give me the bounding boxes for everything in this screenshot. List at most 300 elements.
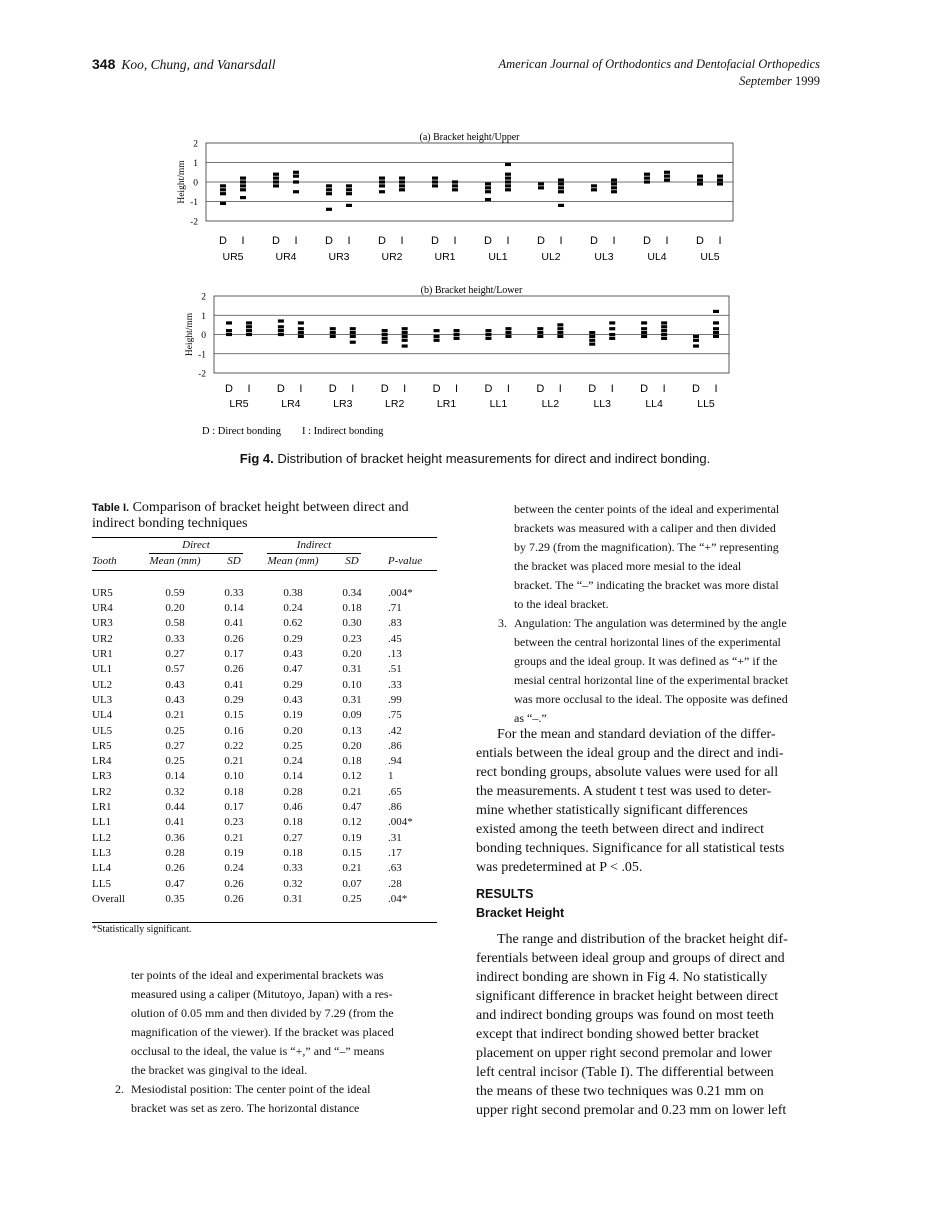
text-line: placement on upper right second premolar and lower bbox=[476, 1046, 772, 1061]
y-tick-label: -2 bbox=[198, 369, 206, 380]
legend-direct: D : Direct bonding bbox=[202, 426, 282, 437]
text-line: except that indirect bonding showed better bracket bbox=[476, 1027, 760, 1042]
text-line: mine whether statistically significant differences bbox=[476, 803, 748, 818]
data-mark-i bbox=[246, 321, 252, 324]
table-cell: UL2 bbox=[92, 678, 113, 691]
data-mark-i bbox=[399, 180, 405, 183]
data-mark-i bbox=[611, 178, 617, 181]
data-mark-d bbox=[273, 177, 279, 180]
left-column-text bbox=[131, 966, 434, 1080]
data-mark-i bbox=[240, 177, 246, 180]
table-cell: .86 bbox=[388, 739, 402, 752]
table-cell: 0.09 bbox=[342, 709, 362, 722]
page-number: 348 bbox=[92, 56, 116, 72]
table-cell: 0.26 bbox=[224, 877, 244, 890]
table-cell: 0.14 bbox=[165, 770, 185, 783]
table-cell: .13 bbox=[388, 648, 402, 661]
data-mark-d bbox=[537, 331, 543, 334]
table-cell: 0.29 bbox=[283, 678, 303, 691]
table-cell: LL3 bbox=[92, 846, 111, 859]
data-mark-d bbox=[226, 329, 232, 332]
data-mark-d bbox=[538, 182, 544, 185]
data-mark-d bbox=[226, 321, 232, 324]
data-mark-i bbox=[350, 331, 356, 334]
data-mark-d bbox=[273, 180, 279, 183]
table-cell: 0.14 bbox=[283, 770, 303, 783]
table-cell: 0.19 bbox=[342, 831, 362, 844]
table-cell: .65 bbox=[388, 785, 402, 798]
pair-label-d: D bbox=[272, 235, 280, 247]
table-cell: LR3 bbox=[92, 770, 112, 783]
data-mark-d bbox=[697, 178, 703, 181]
tooth-label: LR5 bbox=[229, 398, 249, 410]
data-mark-d bbox=[538, 186, 544, 189]
table-cell: 0.21 bbox=[165, 709, 185, 722]
data-mark-d bbox=[485, 198, 491, 201]
data-mark-i bbox=[713, 335, 719, 338]
pair-label-i: I bbox=[506, 383, 510, 395]
text-line: ter points of the ideal and experimental brackets was bbox=[131, 968, 384, 982]
data-mark-i bbox=[713, 310, 719, 313]
data-mark-i bbox=[346, 192, 352, 195]
y-tick-label: 2 bbox=[201, 292, 206, 303]
pair-label-i: I bbox=[558, 383, 562, 395]
column-header: P-value bbox=[373, 554, 437, 570]
data-mark-i bbox=[609, 321, 615, 324]
table-cell: .28 bbox=[388, 877, 402, 890]
table-cell: .004* bbox=[388, 816, 413, 829]
table-cell: LL1 bbox=[92, 816, 111, 829]
table-cell: .42 bbox=[388, 724, 402, 737]
text-line: between the central horizontal lines of the experimental bbox=[514, 635, 781, 649]
table-cell: 0.19 bbox=[224, 846, 244, 859]
data-mark-i bbox=[557, 327, 563, 330]
tooth-label: LL2 bbox=[541, 398, 560, 410]
table-cell: 0.18 bbox=[342, 602, 362, 615]
pair-label-d: D bbox=[325, 235, 333, 247]
pair-label-d: D bbox=[590, 235, 598, 247]
tooth-label: LR3 bbox=[333, 398, 353, 410]
data-mark-i bbox=[661, 337, 667, 340]
data-mark-i bbox=[240, 180, 246, 183]
table-cell: .33 bbox=[388, 678, 402, 691]
data-mark-d bbox=[278, 319, 284, 322]
text-line: magnification of the viewer). If the bracket was placed bbox=[131, 1025, 394, 1039]
table-bottom-rule bbox=[92, 907, 437, 923]
data-mark-i bbox=[298, 331, 304, 334]
text-line: the means of these two techniques was 0.21 mm on bbox=[476, 1084, 764, 1099]
data-mark-d bbox=[379, 190, 385, 193]
text-line: groups and the ideal group. It was defined as “+” if the bbox=[514, 654, 778, 668]
text-line: Angulation: The angulation was determined by the angle bbox=[514, 616, 787, 630]
data-mark-i bbox=[240, 184, 246, 187]
data-mark-i bbox=[661, 321, 667, 324]
data-mark-d bbox=[485, 329, 491, 332]
pair-label-d: D bbox=[378, 235, 386, 247]
tooth-label: UR3 bbox=[328, 251, 350, 263]
data-mark-i bbox=[399, 188, 405, 191]
issue-year: 1999 bbox=[795, 74, 820, 88]
table-cell: 0.35 bbox=[165, 892, 185, 905]
data-mark-d bbox=[644, 177, 650, 180]
data-mark-d bbox=[641, 321, 647, 324]
data-mark-d bbox=[379, 184, 385, 187]
data-mark-i bbox=[452, 180, 458, 183]
tooth-label: LL5 bbox=[697, 398, 715, 410]
text-line: was more occlusal to the ideal. The opposite was defined bbox=[514, 692, 788, 706]
tooth-label: UL4 bbox=[647, 251, 667, 263]
y-tick-label: -1 bbox=[190, 198, 198, 208]
data-mark-d bbox=[432, 184, 438, 187]
pair-label-d: D bbox=[225, 383, 233, 395]
data-mark-d bbox=[326, 188, 332, 191]
text-line: existed among the teeth between direct and indirect bbox=[476, 822, 765, 837]
tooth-label: LL4 bbox=[645, 398, 663, 410]
text-line: bracket was set as zero. The horizontal distance bbox=[131, 1101, 360, 1115]
table-row bbox=[92, 877, 437, 892]
tooth-label: UR1 bbox=[434, 251, 456, 263]
table-footnote: *Statistically significant. bbox=[92, 924, 192, 935]
data-mark-d bbox=[434, 339, 440, 342]
table-cell: UR1 bbox=[92, 648, 113, 661]
list-item-number: 3. bbox=[498, 616, 507, 630]
table-cell: 0.10 bbox=[342, 678, 362, 691]
data-mark-i bbox=[609, 327, 615, 330]
table-cell: 0.28 bbox=[283, 785, 303, 798]
table-cell: 0.31 bbox=[283, 892, 303, 905]
table-cell: 0.32 bbox=[283, 877, 303, 890]
data-mark-d bbox=[432, 177, 438, 180]
data-mark-i bbox=[558, 182, 564, 185]
text-line: the measurements. A student t test was used to deter- bbox=[476, 784, 772, 799]
column-header: SD bbox=[213, 554, 255, 570]
data-mark-i bbox=[452, 184, 458, 187]
table-cell: 0.41 bbox=[224, 678, 244, 691]
table-cell: .04* bbox=[388, 892, 408, 905]
data-mark-i bbox=[557, 335, 563, 338]
data-mark-i bbox=[558, 186, 564, 189]
data-mark-d bbox=[330, 335, 336, 338]
table-cell: 0.43 bbox=[283, 693, 303, 706]
table-cell: 0.34 bbox=[342, 586, 362, 599]
data-mark-i bbox=[350, 327, 356, 330]
data-mark-i bbox=[713, 327, 719, 330]
data-mark-d bbox=[485, 337, 491, 340]
data-mark-i bbox=[611, 182, 617, 185]
list-item-3 bbox=[514, 614, 817, 728]
data-mark-i bbox=[717, 182, 723, 185]
table-cell: LR4 bbox=[92, 755, 112, 768]
table-cell: 0.12 bbox=[342, 770, 362, 783]
data-mark-i bbox=[717, 178, 723, 181]
column-header: Tooth bbox=[92, 554, 137, 570]
data-mark-d bbox=[382, 341, 388, 344]
data-mark-d bbox=[220, 192, 226, 195]
table-cell: 0.33 bbox=[283, 862, 303, 875]
text-line: entials between the ideal group and the direct and indi- bbox=[476, 746, 784, 761]
table-row bbox=[92, 769, 437, 784]
text-line: and indirect bonding groups was found on most teeth bbox=[476, 1008, 774, 1023]
table-cell: 0.26 bbox=[224, 663, 244, 676]
data-mark-i bbox=[240, 196, 246, 199]
data-mark-i bbox=[609, 337, 615, 340]
data-mark-i bbox=[505, 331, 511, 334]
table-cell: 0.36 bbox=[165, 831, 185, 844]
journal-name: American Journal of Orthodontics and Dentofacial Orthopedics bbox=[498, 57, 820, 71]
data-mark-d bbox=[432, 180, 438, 183]
table-cell: UR5 bbox=[92, 586, 113, 599]
data-mark-i bbox=[558, 178, 564, 181]
data-mark-i bbox=[402, 331, 408, 334]
column-header: Mean (mm) bbox=[255, 554, 331, 570]
data-mark-i bbox=[246, 329, 252, 332]
data-mark-i bbox=[505, 335, 511, 338]
data-mark-d bbox=[697, 175, 703, 178]
data-mark-i bbox=[611, 190, 617, 193]
table-label: Table I. bbox=[92, 502, 130, 514]
table-cell: LL2 bbox=[92, 831, 111, 844]
data-mark-i bbox=[664, 175, 670, 178]
table-cell: 0.27 bbox=[165, 739, 185, 752]
data-mark-d bbox=[326, 192, 332, 195]
pair-label-i: I bbox=[559, 235, 563, 247]
figure-4 bbox=[0, 120, 950, 450]
data-mark-i bbox=[664, 178, 670, 181]
data-mark-i bbox=[293, 175, 299, 178]
table-cell: 0.30 bbox=[342, 617, 362, 630]
pair-label-d: D bbox=[588, 383, 597, 395]
group-header-direct: Direct bbox=[149, 538, 243, 554]
text-line: Mesiodistal position: The center point of the ideal bbox=[131, 1082, 371, 1096]
data-mark-d bbox=[641, 335, 647, 338]
text-line: For the mean and standard deviation of the differ- bbox=[497, 727, 776, 742]
text-line: mesial central horizontal line of the experimental bracket bbox=[514, 673, 789, 687]
data-mark-d bbox=[379, 180, 385, 183]
column-header: Mean (mm) bbox=[137, 554, 213, 570]
table-row bbox=[92, 831, 437, 846]
table-row bbox=[92, 861, 437, 876]
data-mark-i bbox=[505, 184, 511, 187]
table-cell: .75 bbox=[388, 709, 402, 722]
table-cell: 0.33 bbox=[224, 586, 244, 599]
data-mark-d bbox=[693, 339, 699, 342]
table-cell: 0.25 bbox=[165, 755, 185, 768]
y-tick-label: 1 bbox=[201, 311, 206, 322]
data-mark-i bbox=[350, 335, 356, 338]
pair-label-d: D bbox=[537, 235, 545, 247]
table-cell: 0.23 bbox=[224, 816, 244, 829]
tooth-label: LR2 bbox=[385, 398, 405, 410]
data-mark-i bbox=[505, 163, 511, 166]
table-cell: 0.10 bbox=[224, 770, 244, 783]
data-mark-i bbox=[293, 190, 299, 193]
data-mark-d bbox=[537, 327, 543, 330]
data-mark-d bbox=[644, 173, 650, 176]
text-line: occlusal to the ideal, the value is “+,” and “–” means bbox=[131, 1044, 385, 1058]
text-line: brackets was measured with a caliper and then divided bbox=[514, 521, 776, 535]
table-body bbox=[92, 570, 437, 923]
pair-label-i: I bbox=[718, 235, 722, 247]
paragraph-bracket-height bbox=[476, 930, 817, 1120]
text-line: bonding techniques. Significance for all statistical tests bbox=[476, 841, 785, 856]
figure-caption-label: Fig 4. bbox=[239, 451, 274, 466]
data-mark-i bbox=[350, 341, 356, 344]
data-mark-i bbox=[399, 184, 405, 187]
text-line: between the center points of the ideal and experimental bbox=[514, 502, 780, 516]
table-cell: UL4 bbox=[92, 709, 113, 722]
table-cell: 0.26 bbox=[224, 892, 244, 905]
table-cell: 0.15 bbox=[224, 709, 244, 722]
data-mark-i bbox=[346, 204, 352, 207]
table-cell: 0.29 bbox=[224, 693, 244, 706]
table-cell: 0.21 bbox=[342, 862, 362, 875]
data-mark-i bbox=[505, 188, 511, 191]
data-mark-i bbox=[346, 184, 352, 187]
table-cell: LL5 bbox=[92, 877, 111, 890]
data-mark-i bbox=[661, 325, 667, 328]
table-cell: .31 bbox=[388, 831, 402, 844]
text-line: left central incisor (Table I). The differential between bbox=[476, 1065, 774, 1080]
pair-label-d: D bbox=[640, 383, 649, 395]
data-mark-d bbox=[485, 190, 491, 193]
table-cell: 0.23 bbox=[342, 632, 362, 645]
text-line: significant difference in bracket height between direct bbox=[476, 989, 779, 1004]
data-mark-d bbox=[537, 335, 543, 338]
data-mark-i bbox=[505, 173, 511, 176]
paragraph-statistics bbox=[476, 725, 817, 877]
pair-label-i: I bbox=[400, 235, 404, 247]
data-mark-i bbox=[609, 333, 615, 336]
chart-title: (a) Bracket height/Upper bbox=[419, 132, 520, 143]
data-mark-d bbox=[278, 325, 284, 328]
data-mark-d bbox=[379, 177, 385, 180]
data-mark-d bbox=[330, 327, 336, 330]
legend-indirect: I : Indirect bonding bbox=[302, 426, 384, 437]
table-row bbox=[92, 678, 437, 693]
data-mark-d bbox=[485, 186, 491, 189]
data-mark-i bbox=[713, 321, 719, 324]
data-mark-i bbox=[402, 335, 408, 338]
data-mark-d bbox=[693, 344, 699, 347]
data-mark-i bbox=[246, 333, 252, 336]
table-cell: 0.21 bbox=[224, 831, 244, 844]
list-item-2 bbox=[131, 1080, 434, 1118]
data-mark-d bbox=[382, 333, 388, 336]
data-mark-i bbox=[505, 177, 511, 180]
y-tick-label: -2 bbox=[190, 217, 198, 228]
data-mark-d bbox=[273, 173, 279, 176]
table-row bbox=[92, 800, 437, 815]
figure-caption bbox=[0, 451, 950, 466]
table-cell: .17 bbox=[388, 846, 402, 859]
data-mark-d bbox=[641, 327, 647, 330]
issue-month: September bbox=[739, 74, 792, 88]
table-cell: .83 bbox=[388, 617, 402, 630]
pair-label-d: D bbox=[536, 383, 545, 395]
subsection-heading-bracket-height: Bracket Height bbox=[476, 906, 565, 920]
data-mark-i bbox=[402, 339, 408, 342]
data-mark-i bbox=[293, 180, 299, 183]
table-row bbox=[92, 616, 437, 631]
table-cell: 0.41 bbox=[224, 617, 244, 630]
data-mark-i bbox=[240, 188, 246, 191]
pair-label-d: D bbox=[432, 383, 441, 395]
chart-lower bbox=[185, 285, 729, 410]
table-cell: 0.07 bbox=[342, 877, 362, 890]
table-row bbox=[92, 892, 437, 907]
table-spacer bbox=[92, 570, 437, 586]
table-cell: 0.12 bbox=[342, 816, 362, 829]
table-cell: .99 bbox=[388, 693, 402, 706]
data-mark-d bbox=[330, 331, 336, 334]
table-cell: 0.17 bbox=[224, 801, 244, 814]
chart-upper bbox=[177, 132, 733, 263]
table-cell: 0.14 bbox=[224, 602, 244, 615]
table-row bbox=[92, 754, 437, 769]
table-cell: 0.27 bbox=[283, 831, 303, 844]
text-line: was predetermined at P < .05. bbox=[476, 860, 643, 875]
table-row bbox=[92, 693, 437, 708]
data-mark-d bbox=[693, 335, 699, 338]
table-row bbox=[92, 846, 437, 861]
tooth-label: UL2 bbox=[541, 251, 561, 263]
section-heading-results: RESULTS bbox=[476, 887, 534, 901]
table-cell: UL1 bbox=[92, 663, 113, 676]
pair-label-i: I bbox=[294, 235, 298, 247]
data-mark-i bbox=[246, 325, 252, 328]
data-mark-d bbox=[589, 343, 595, 346]
data-mark-d bbox=[591, 184, 597, 187]
table-cell: 0.18 bbox=[342, 755, 362, 768]
table-cell: 0.16 bbox=[224, 724, 244, 737]
text-line: measured using a caliper (Mitutoyo, Japan) with a res- bbox=[131, 987, 393, 1001]
pair-label-d: D bbox=[484, 235, 492, 247]
data-mark-i bbox=[505, 327, 511, 330]
tooth-label: UR4 bbox=[275, 251, 297, 263]
tooth-label: UL1 bbox=[488, 251, 508, 263]
data-mark-d bbox=[697, 182, 703, 185]
table-cell: 0.26 bbox=[224, 632, 244, 645]
table-cell: UR3 bbox=[92, 617, 113, 630]
table-cell: 0.22 bbox=[224, 739, 244, 752]
data-mark-i bbox=[558, 204, 564, 207]
table-cell: 0.43 bbox=[283, 648, 303, 661]
pair-label-d: D bbox=[328, 383, 337, 395]
y-axis-label: Height/mm bbox=[185, 312, 195, 357]
table-cell: UL3 bbox=[92, 693, 113, 706]
text-line: upper right second premolar and 0.23 mm on lower left bbox=[476, 1103, 787, 1118]
pair-label-d: D bbox=[484, 383, 493, 395]
table-1 bbox=[92, 537, 437, 923]
text-line: to the ideal bracket. bbox=[514, 597, 609, 611]
data-mark-i bbox=[298, 327, 304, 330]
table-cell: 0.17 bbox=[224, 648, 244, 661]
data-mark-i bbox=[557, 323, 563, 326]
table-cell: 0.44 bbox=[165, 801, 185, 814]
text-line: the bracket was gingival to the ideal. bbox=[131, 1063, 308, 1077]
table-cell: 0.59 bbox=[165, 586, 185, 599]
data-mark-i bbox=[454, 329, 460, 332]
table-cell: 0.18 bbox=[224, 785, 244, 798]
data-mark-i bbox=[713, 331, 719, 334]
y-axis-label: Height/mm bbox=[177, 160, 187, 204]
tooth-label: UR5 bbox=[222, 251, 244, 263]
pair-label-i: I bbox=[612, 235, 616, 247]
table-cell: LR5 bbox=[92, 739, 112, 752]
tooth-label: UL5 bbox=[700, 251, 720, 263]
pair-label-i: I bbox=[714, 383, 718, 395]
data-mark-i bbox=[402, 327, 408, 330]
